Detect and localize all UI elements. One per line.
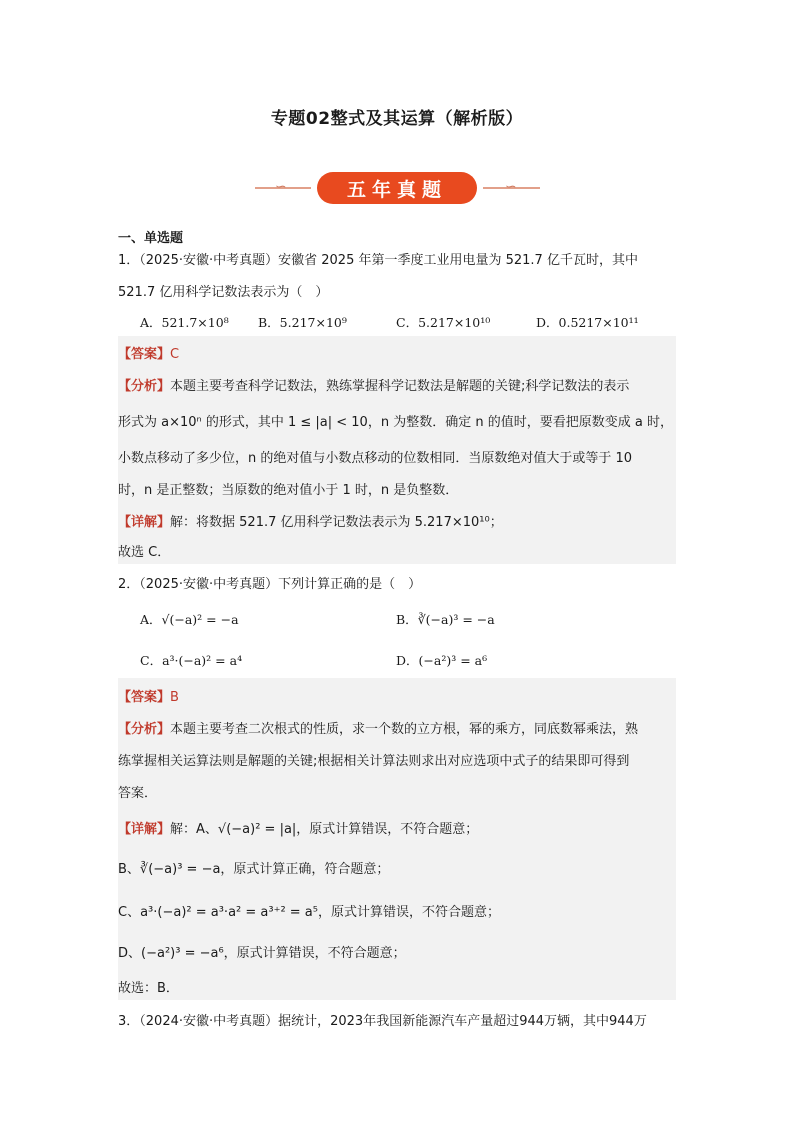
q2-option-b: B．∛(−a)³ = −a <box>396 612 495 627</box>
q1-conclusion: 故选 C． <box>118 545 171 560</box>
page-title: 专题02整式及其运算（解析版） <box>270 109 524 129</box>
section-heading: 一、单选题 <box>118 231 184 246</box>
q1-analysis-label: 【分析】 <box>118 379 171 394</box>
q1-answer-value: C <box>170 347 180 362</box>
q2-analysis-line3: 答案． <box>118 786 158 801</box>
banner-left-swirl-icon: ∽ <box>275 179 287 195</box>
q1-analysis-line2: 形式为 a×10ⁿ 的形式，其中 1 ≤ |a| < 10，n 为整数．确定 n 的值时，要看把原数变成 a 时， <box>118 415 673 430</box>
q2-detail-text-1: 解：A、√(−a)² = |a|，原式计算错误，不符合题意； <box>170 822 479 837</box>
q1-detail-text: 解：将数据 521.7 亿用科学记数法表示为 5.217×10¹⁰； <box>170 515 503 530</box>
q1-analysis-line4: 时，n 是正整数；当原数的绝对值小于 1 时，n 是负整数． <box>118 483 459 498</box>
q2-detail-line2: B、∛(−a)³ = −a，原式计算正确，符合题意； <box>118 862 390 877</box>
q1-line1: 1．（2025·安徽·中考真题）安徽省 2025 年第一季度工业用电量为 521.7 亿千瓦时，其中 <box>118 253 638 268</box>
q2-answer <box>118 686 179 705</box>
banner-right-swirl-icon: ∽ <box>505 179 517 195</box>
q2-detail-line1 <box>118 818 478 837</box>
q2-analysis-label: 【分析】 <box>118 722 171 737</box>
q2-answer-value: B <box>170 690 179 705</box>
q2-detail-line4: D、(−a²)³ = −a⁶，原式计算错误，不符合题意； <box>118 946 406 961</box>
q2-analysis-line2: 练掌握相关运算法则是解题的关键;根据相关计算法则求出对应选项中式子的结果即可得到 <box>118 754 630 769</box>
q1-analysis-line3: 小数点移动了多少位，n 的绝对值与小数点移动的位数相同．当原数绝对值大于或等于 10 <box>118 451 633 466</box>
q2-detail-line3: C、a³·(−a)² = a³·a² = a³⁺² = a⁵，原式计算错误，不符合题意； <box>118 905 500 920</box>
banner-text: 五年真题 <box>346 179 447 201</box>
q2-option-d: D．(−a²)³ = a⁶ <box>396 653 488 668</box>
q2-analysis-line1 <box>118 718 638 737</box>
q1-line2: 521.7 亿用科学记数法表示为（ ） <box>118 285 329 300</box>
q1-detail <box>118 511 503 530</box>
q1-detail-label: 【详解】 <box>118 515 171 530</box>
q1-answer-label: 【答案】 <box>118 347 171 362</box>
q1-option-a: A．521.7×10⁸ <box>140 315 229 330</box>
q1-analysis-line1 <box>118 375 629 394</box>
q1-answer <box>118 343 179 362</box>
q1-option-b: B．5.217×10⁹ <box>258 315 347 330</box>
q2-answer-label: 【答案】 <box>118 690 171 705</box>
q3-line1: 3．（2024·安徽·中考真题）据统计，2023年我国新能源汽车产量超过944万辆，其中944万 <box>118 1014 647 1029</box>
q2-option-c: C．a³·(−a)² = a⁴ <box>140 653 243 668</box>
q1-option-d: D．0.5217×10¹¹ <box>536 315 639 330</box>
q2-line1: 2．（2025·安徽·中考真题）下列计算正确的是（ ） <box>118 577 422 592</box>
q1-analysis-text-1: 本题主要考查科学记数法，熟练掌握科学记数法是解题的关键;科学记数法的表示 <box>170 379 630 394</box>
q2-option-a: A．√(−a)² = −a <box>140 612 239 627</box>
q2-analysis-text-1: 本题主要考查二次根式的性质，求一个数的立方根，幂的乘方，同底数幂乘法，熟 <box>170 722 639 737</box>
q2-detail-label: 【详解】 <box>118 822 171 837</box>
section-banner <box>255 170 540 206</box>
q1-option-c: C．5.217×10¹⁰ <box>396 315 491 330</box>
q2-conclusion: 故选：B． <box>118 981 179 996</box>
